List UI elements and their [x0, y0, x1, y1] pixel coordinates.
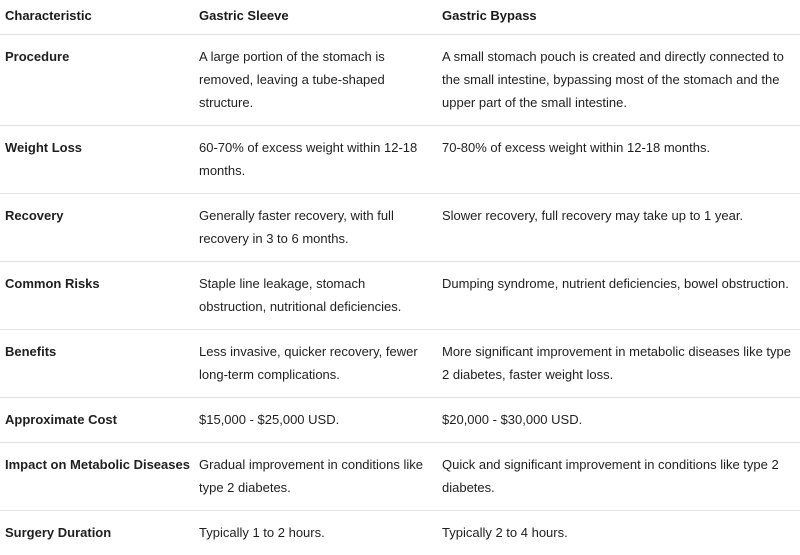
row-characteristic: Recovery [0, 194, 194, 262]
row-characteristic: Common Risks [0, 262, 194, 330]
header-characteristic: Characteristic [0, 0, 194, 35]
row-bypass-cell: 70-80% of excess weight within 12-18 months. [437, 126, 800, 194]
row-bypass-cell: Slower recovery, full recovery may take up to 1 year. [437, 194, 800, 262]
header-gastric-sleeve: Gastric Sleeve [194, 0, 437, 35]
row-characteristic: Weight Loss [0, 126, 194, 194]
row-sleeve-cell: Staple line leakage, stomach obstruction, nutritional deficiencies. [194, 262, 437, 330]
table-row [0, 443, 800, 511]
table-body [0, 35, 800, 555]
row-sleeve-cell: Generally faster recovery, with full recovery in 3 to 6 months. [194, 194, 437, 262]
header-row [0, 0, 800, 35]
row-sleeve-cell: Gradual improvement in conditions like type 2 diabetes. [194, 443, 437, 511]
row-sleeve-cell: A large portion of the stomach is removed, leaving a tube-shaped structure. [194, 35, 437, 126]
table-row [0, 35, 800, 126]
row-bypass-cell: Quick and significant improvement in conditions like type 2 diabetes. [437, 443, 800, 511]
table-row [0, 330, 800, 398]
table-row [0, 398, 800, 443]
row-sleeve-cell: 60-70% of excess weight within 12-18 months. [194, 126, 437, 194]
row-characteristic: Surgery Duration [0, 511, 194, 555]
table-row [0, 194, 800, 262]
table-row [0, 262, 800, 330]
row-bypass-cell: $20,000 - $30,000 USD. [437, 398, 800, 443]
row-characteristic: Impact on Metabolic Diseases [0, 443, 194, 511]
row-sleeve-cell: $15,000 - $25,000 USD. [194, 398, 437, 443]
row-characteristic: Benefits [0, 330, 194, 398]
row-bypass-cell: Typically 2 to 4 hours. [437, 511, 800, 555]
row-characteristic: Procedure [0, 35, 194, 126]
row-bypass-cell: More significant improvement in metabolic diseases like type 2 diabetes, faster weight loss. [437, 330, 800, 398]
header-gastric-bypass: Gastric Bypass [437, 0, 800, 35]
row-bypass-cell: Dumping syndrome, nutrient deficiencies, bowel obstruction. [437, 262, 800, 330]
table-row [0, 511, 800, 555]
row-sleeve-cell: Less invasive, quicker recovery, fewer long-term complications. [194, 330, 437, 398]
table-header [0, 0, 800, 35]
row-characteristic: Approximate Cost [0, 398, 194, 443]
table-row [0, 126, 800, 194]
row-bypass-cell: A small stomach pouch is created and directly connected to the small intestine, bypassing most of the stomach and the upper part of the small intestine. [437, 35, 800, 126]
row-sleeve-cell: Typically 1 to 2 hours. [194, 511, 437, 555]
